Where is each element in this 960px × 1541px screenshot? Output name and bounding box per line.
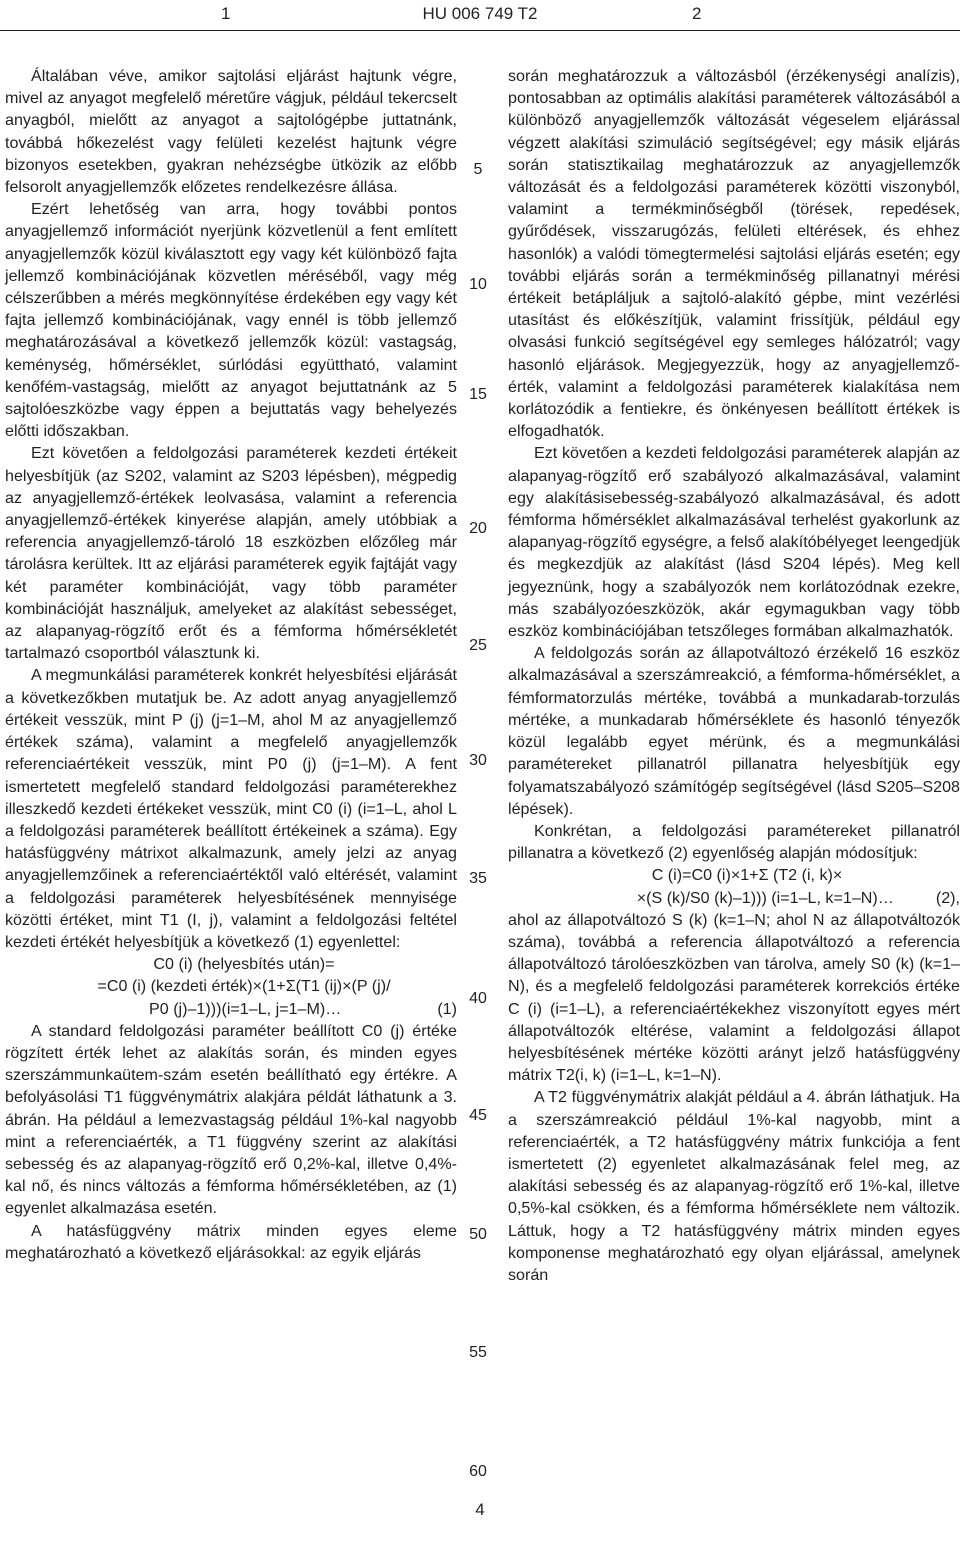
equation-1-line-1: C0 (i) (helyesbítés után)= (153, 955, 335, 974)
patent-number: HU 006 749 T2 (422, 4, 538, 23)
paragraph: A feldolgozás során az állapotváltozó érzékelő 16 eszköz alkalmazásával a szerszámreakció, a fémforma-hőmérséklet, a fémformatorzulás mértéke, továbbá a munkadarab-torzulás mértéke, a munkadarab hőmérséklete és hasonló tényezők közül legalább egyet mérünk, és a megmunkálási paramétereket pillanatról pillanatra helyesbítjük egy folyamatszabályozó számítógép segítségével (lásd S205–S208 lépések). (508, 644, 960, 818)
left-column (5, 65, 457, 1264)
paragraph: A hatásfüggvény mátrix minden egyes eleme meghatározható a következő eljárásokkal: az egyik eljárás (5, 1221, 457, 1262)
line-number: 55 (469, 1344, 487, 1361)
paragraph: során meghatározzuk a változásból (érzékenységi analízis), pontosabban az optimális alakítási paraméterek változásából a különböző anyagjellemzők változását végeselem eljárással végzett alakítási szimuláció segítségével; egy másik eljárás során statisztikailag meghatározzuk az anyagjellemzők változását és a feldolgozási paraméterek közötti viszonyból, valamint a termékminőségből (törések, repedések, gyűrődések, visszarugózás, felületi eltérések, és ehhez hasonlók) a valódi tömegtermelési sajtolási eljárás esetén; egy további eljárás során a termékminőség pillanatnyi mérési értékeit betápláljuk a sajtoló-alakító gépbe, mint vezérlési utasítást és előkészítjük, valamint frissítjük, például egy olvasási funkció segítségével egy semleges hálózatról; vagy hasonló eljárások. Megjegyezzük, hogy az anyagjellemző-érték, valamint a feldolgozási paraméterek kialakítása nem korlátozódik a fentiekre, és önkényesen beállított értékek is elfogadhatók. (508, 67, 960, 441)
equation-2-line-2 (508, 887, 960, 909)
line-number: 15 (469, 386, 487, 403)
paragraph: Ezt követően a kezdeti feldolgozási paraméterek alapján az alapanyag-rögzítő erő szabályozó alkalmazásával, valamint egy alakításisebesség-szabályozó alkalmazásával, és adott fémforma hőmérséklet alkalmazásával terhelést gyakorlunk az alapanyag-rögzítő egységre, a felső alakítóbélyeget leengedjük és megkezdjük az alakítást (lásd S204 lépés). Meg kell jegyeznünk, hogy a szabályozók nem korlátozódnak ezekre, más szabályozóeszközök, akár egymagukban vagy több eszköz kombinációjában tetszőleges formában alkalmazhatók. (508, 444, 960, 641)
line-number: 25 (469, 637, 487, 654)
equation-2-number: (2), (935, 888, 960, 907)
paragraph: Általában véve, amikor sajtolási eljárást hajtunk végre, mivel az anyagot megfelelő méretűre vágjuk, például tekercselt anyagból, mielőtt az anyagot a sajtológépbe juttatnánk, továbbá hőkezelést vagy felületi kezelést hajtunk végre bizonyos esetekben, gyakran nehézségbe ütközik az előbb felsorolt anyagjellemzők előzetes rendelkezésre állása. (5, 67, 457, 197)
equation-1-line-3 (5, 998, 457, 1020)
left-page-number: 1 (221, 4, 231, 23)
equation-1-number: (1) (437, 999, 457, 1018)
paragraph: Ezért lehetőség van arra, hogy további pontos anyagjellemző információt nyerjünk közvetlenül a fent említett anyagjellemzők közül kiválasztott egy vagy két különböző fajta jellemző kombinációjának közvetlen méréséből, vagy még célszerűbben a mérés megkönnyítése érdekében egy vagy két fajta jellemző kombinációjának, vagy ennél is több jellemző meghatározásával a következő jellemzők közül: vastagság, keménység, hőmérséklet, súrlódási együttható, valamint kenőfém-vastagság, mielőtt az anyagot bejuttatnánk az 5 sajtolóeszközbe vagy éppen a bejuttatás vagy behelyezés előtti időszakban. (5, 200, 457, 441)
right-column (508, 65, 960, 1286)
line-number: 60 (469, 1463, 487, 1480)
line-number: 40 (469, 990, 487, 1007)
equation-2-line-1: C (i)=C0 (i)×1+Σ (T2 (i, k)× (651, 866, 843, 885)
paragraph: ahol az állapotváltozó S (k) (k=1–N; ahol N az állapotváltozók száma), továbbá a referencia állapotváltozó a referencia állapotváltozó tárolóeszközben van tárolva, amely S0 (k) (k=1–N), és a megfelelő feldolgozási paraméterek korrekciós értéke C (i) (i=1–L), a referenciaértékekhez viszonyított egyes mért állapotváltozók eltérése, valamint a feldolgozási állapot helyesbítésének mértéke közötti arányt jelző hatásfüggvény mátrix T2(i, k) (i=1–L, k=1–N). (508, 910, 960, 1085)
right-page-number: 2 (692, 4, 702, 23)
line-number: 50 (469, 1226, 487, 1243)
line-number: 35 (469, 870, 487, 887)
line-number: 45 (469, 1107, 487, 1124)
header-rule (0, 30, 960, 31)
equation-1-body: P0 (j)–1)))(i=1–L, j=1–M)… (149, 999, 342, 1018)
paragraph: A standard feldolgozási paraméter beállított C0 (j) értéke rögzített érték lehet az alakítás során, és minden egyes szerszámmunkaütem-szám esetén beállítható egy értékre. A befolyásolási T1 függvénymátrix alakjára példát láthatunk a 3. ábrán. Ha például a lemezvastagság például 1%-kal nagyobb mint a referenciaérték, a T1 függvény szerint az alakítási sebesség és az alapanyag-rögzítő erő 0,2%-kal, illetve 0,4%-kal nő, és nincs változás a fémforma hőmérsékletében, az (1) egyenlet alkalmazása esetén. (5, 1021, 457, 1218)
paragraph: Ezt követően a feldolgozási paraméterek kezdeti értékeit helyesbítjük (az S202, valamint az S203 lépésben), mégpedig az anyagjellemző-értékek leolvasása, valamint a referencia anyagjellemző-értékek kinyerése alapján, amely utóbbiak a referencia anyagjellemző-tároló 18 eszközben előzőleg már tárolásra kerültek. Itt az eljárási paraméterek egyik fajtáját vagy két paraméter kombinációját, vagy több paraméter kombinációját használjuk, amelyeket az alakítást sebességet, az alapanyag-rögzítő erőt és a fémforma hőmérsékletét tartalmazó csoportból választunk ki. (5, 444, 457, 663)
equation-1-line-2: =C0 (i) (kezdeti érték)×(1+Σ(T1 (ij)×(P (j)/ (97, 977, 391, 996)
line-number: 30 (469, 752, 487, 769)
line-number: 10 (469, 276, 487, 293)
paragraph: Konkrétan, a feldolgozási paramétereket pillanatról pillanatra a következő (2) egyenlőség alapján módosítjuk: (508, 821, 960, 863)
paragraph: A T2 függvénymátrix alakját például a 4. ábrán láthatjuk. Ha a szerszámreakció például 1%-kal nagyobb, mint a referenciaérték, a T2 hatásfüggvény mátrix funkciója a fent ismertetett (2) egyenletet alkalmazásának felel meg, az alakítási sebesség és az alapanyag-rögzítő erő 1%-kal, illetve 0,5%-kal csökken, és a fémforma hőmérséklete nem változik. Láttuk, hogy a T2 hatásfüggvény mátrix minden egyes komponense meghatározható egy olyan eljárással, amelynek során (508, 1088, 960, 1284)
page-footer-number: 4 (475, 1500, 485, 1519)
line-number: 5 (473, 161, 483, 178)
equation-2-body: ×(S (k)/S0 (k)–1))) (i=1–L, k=1–N)… (636, 888, 894, 907)
line-number: 20 (469, 520, 487, 537)
paragraph: A megmunkálási paraméterek konkrét helyesbítési eljárását a következőkben mutatjuk be. Az adott anyag anyagjellemző értékeit vesszük, mint P (j) (j=1–M, ahol M az anyagjellemző értékek száma), valamint a megfelelő anyagjellemzők referenciaértékeit vesszük, mint P0 (j) (j=1–M). A fent ismertetett megfelelő standard feldolgozási paraméterekhez illeszkedő kezdeti értékeket vesszük, mint C0 (i) (i=1–L, ahol L a feldolgozási paraméterek beállított értékeinek a száma). Egy hatásfüggvény mátrixot alkalmazunk, amely jelzi az anyag anyagjellemzőinek a referenciaértéktől való eltérését, valamint a feldolgozási paraméterek helyesbítésének mennyisége közötti értéket, mint T1 (I, j), valamint a feldolgozási feltétel kezdeti értékét helyesbítjük a következő (1) egyenlettel: (5, 666, 457, 951)
